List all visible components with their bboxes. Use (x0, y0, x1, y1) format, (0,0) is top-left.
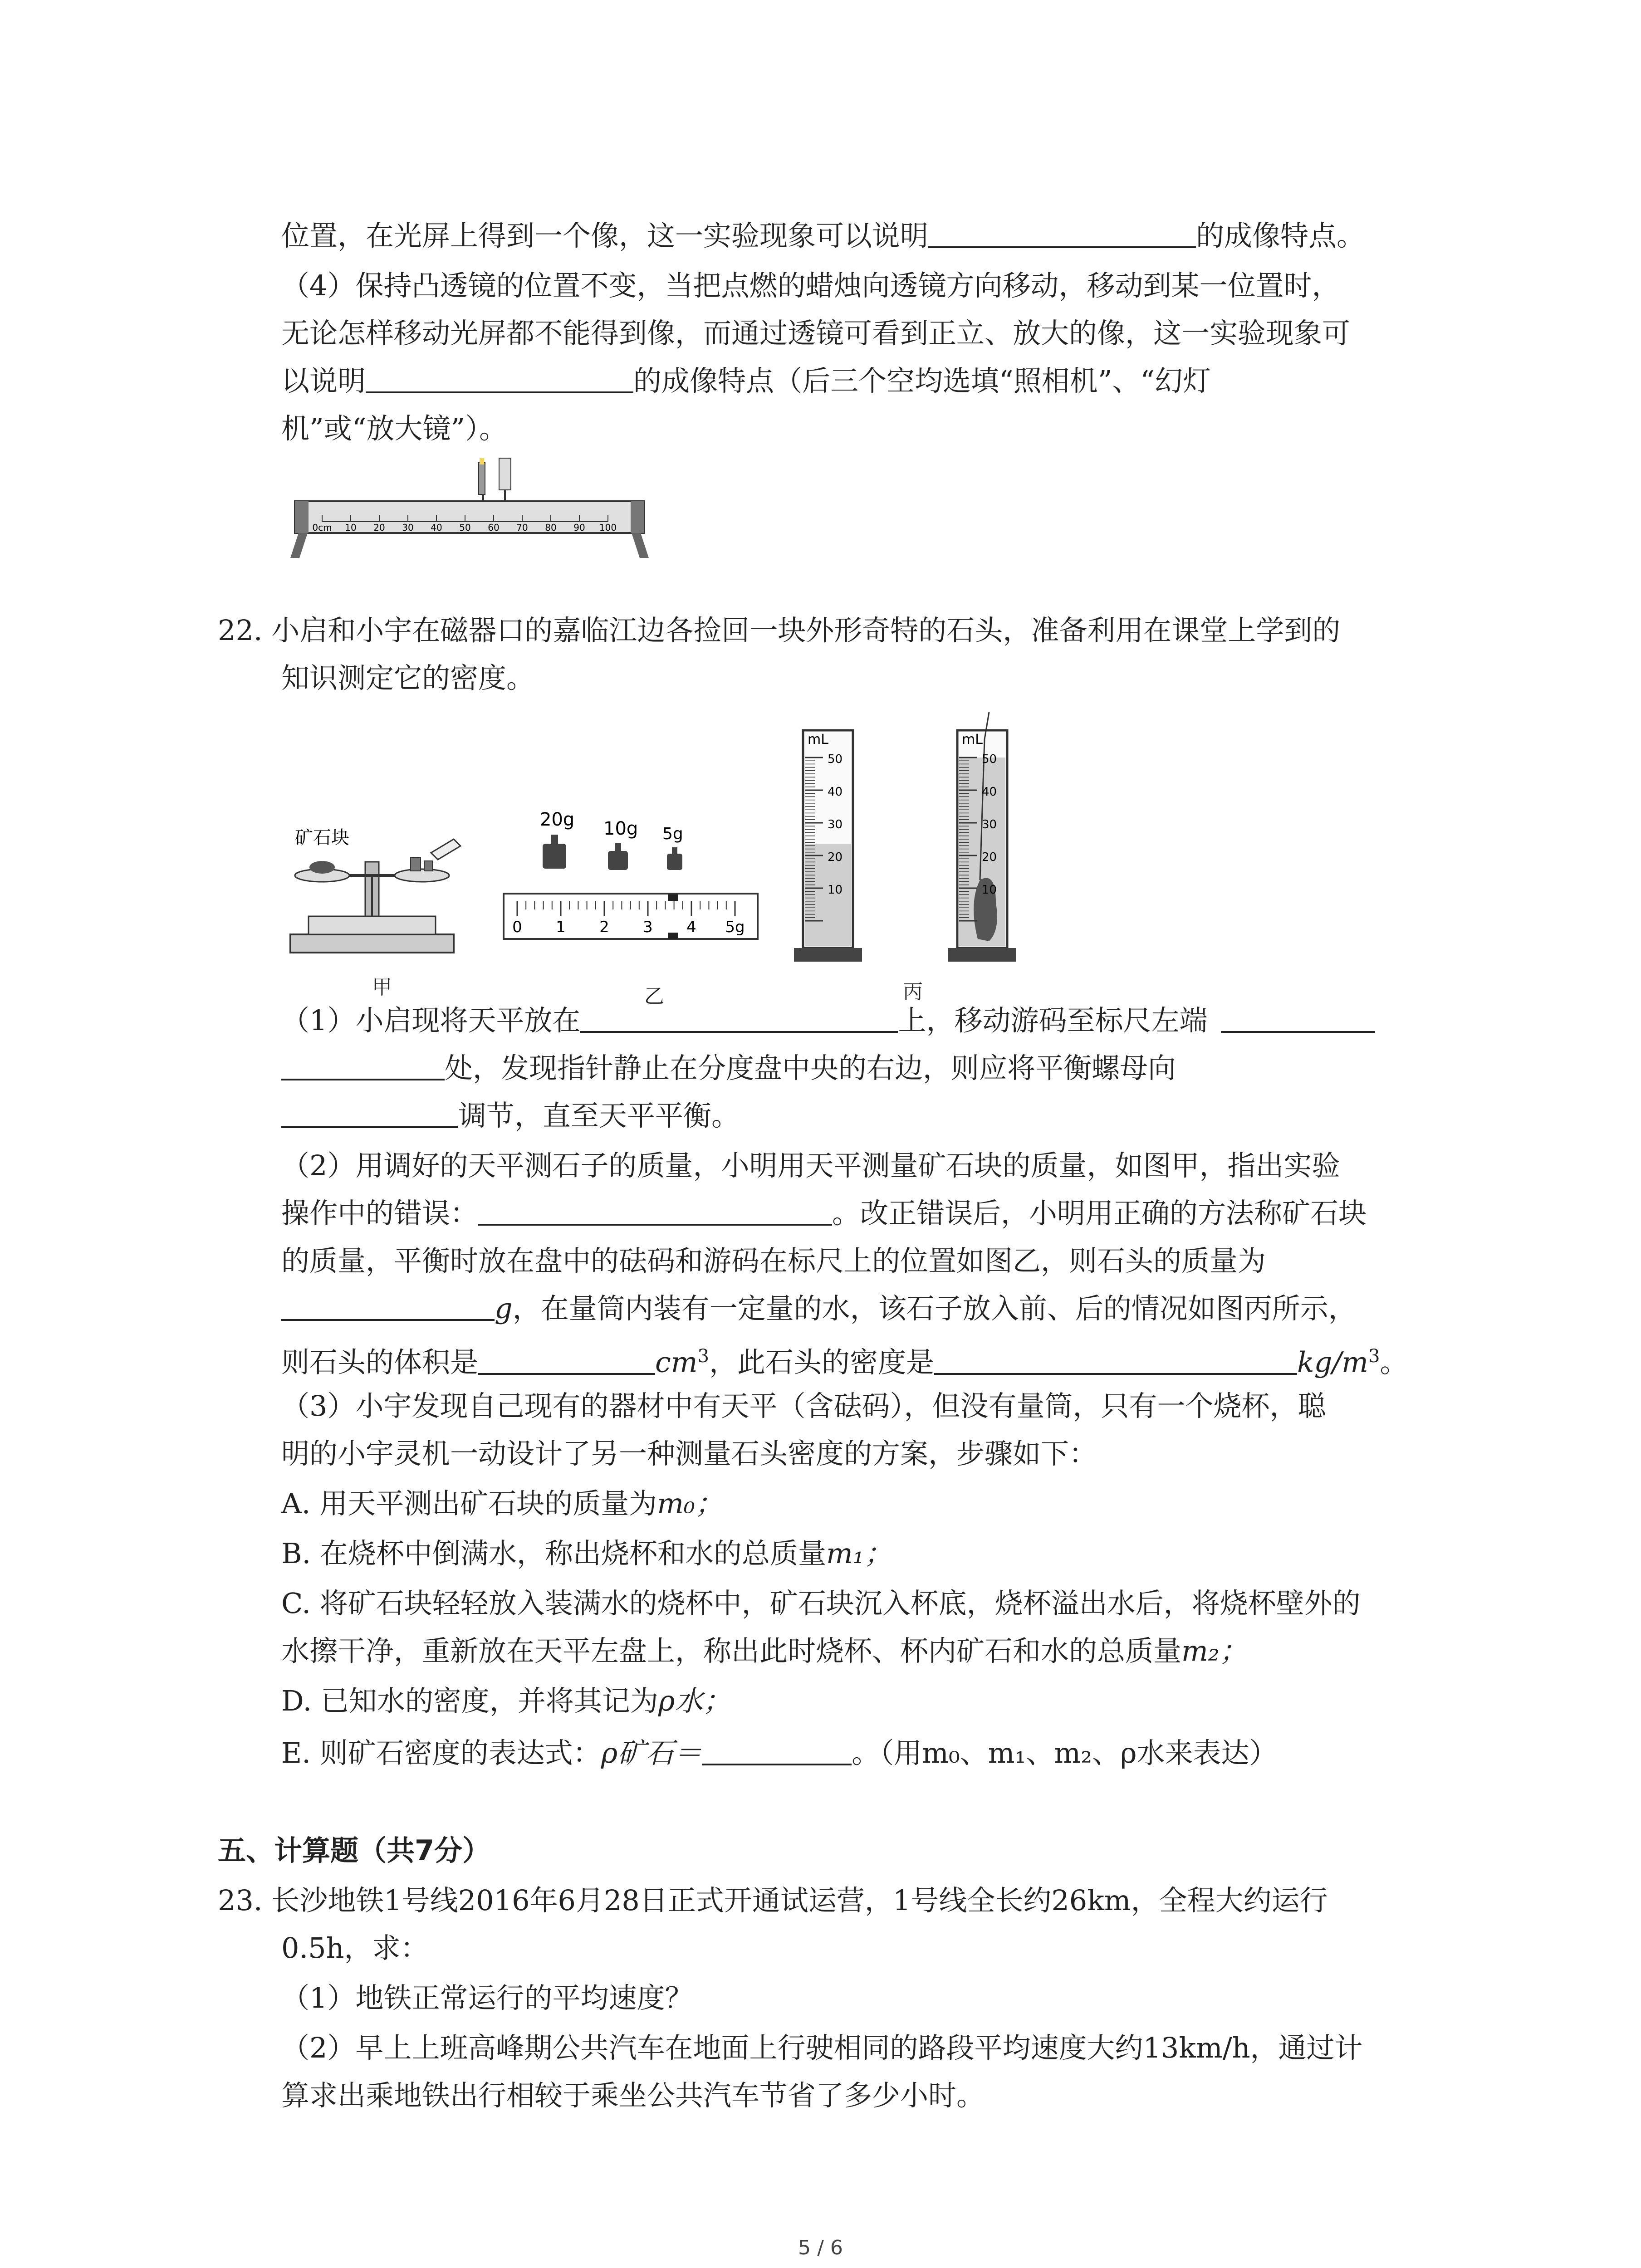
bench-tick-label: 30 (402, 522, 414, 533)
answer-blank[interactable] (580, 1003, 898, 1033)
bench-tick-label: 60 (488, 522, 500, 533)
q22-p2-line-4: g，在量筒内装有一定量的水，该石子放入前、后的情况如图丙所示， (281, 1286, 1357, 1331)
q22-p2-line-1: （2）用调好的天平测石子的质量，小明用天平测量矿石块的质量，如图甲，指出实验 (281, 1149, 1340, 1182)
q21-line-2: （4）保持凸透镜的位置不变，当把点燃的蜡烛向透镜方向移动，移动到某一位置时， (281, 269, 1340, 302)
cyl-tick-label: 40 (982, 785, 997, 799)
step-a: A. 用天平测出矿石块的质量为m₀； (281, 1487, 723, 1520)
cyl-tick-label: 30 (982, 818, 997, 831)
cyl-tick-label: 50 (982, 753, 997, 766)
cyl-tick-label: 20 (982, 850, 997, 864)
q22-line-1: 22. 小启和小宇在磁器口的嘉临江边各捡回一块外形奇特的石头，准备利用在课堂上学到的 (218, 614, 1341, 647)
bench-tick-label: 80 (545, 522, 557, 533)
cyl-tick-label: 10 (982, 883, 997, 897)
answer-blank[interactable] (281, 1051, 445, 1080)
weights-scale-figure (499, 794, 771, 975)
cylinder-before (794, 730, 862, 962)
optical-bench-figure (281, 454, 653, 562)
q22-p3-line-1: （3）小宇发现自己现有的器材中有天平（含砝码），但没有量筒，只有一个烧杯，聪 (281, 1389, 1326, 1422)
q22-line-2: 知识测定它的密度。 (281, 661, 535, 694)
balance-figure (281, 826, 472, 962)
weight-5g-label: 5g (662, 825, 683, 843)
q22-p1-line-3: 调节，直至天平平衡。 (281, 1093, 740, 1139)
bench-tick-label: 70 (516, 522, 528, 533)
bench-tick-label: 50 (459, 522, 471, 533)
cylinder-after (948, 712, 1016, 962)
q23-line-3: （1）地铁正常运行的平均速度？ (281, 1981, 693, 2014)
weight-20g (543, 835, 566, 869)
cyl-tick-label: 50 (828, 753, 843, 766)
q23-line-2: 0.5h，求： (281, 1931, 429, 1965)
ore-label: 矿石块 (295, 827, 349, 848)
q22-p2-line-2: 操作中的错误： 。改正错误后，小明用正确的方法称矿石块 (281, 1197, 1367, 1230)
step-c-line-2: 水擦干净，重新放在天平左盘上，称出此时烧杯、杯内矿石和水的总质量m₂； (281, 1634, 1248, 1667)
cyl-tick-label: 30 (828, 818, 843, 831)
q22-p2-line-5: 则石头的体积是 $cm^3$，此石头的密度是 $kg/m^3$。 (281, 1345, 1408, 1379)
step-d: D. 已知水的密度，并将其记为ρ水； (281, 1684, 731, 1717)
rider (668, 894, 678, 901)
q22-p1-line-1: （1）小启现将天平放在 上，移动游码至标尺左端 (281, 998, 1375, 1043)
answer-blank[interactable] (934, 1345, 1297, 1375)
rider-tick-label: 0 (512, 918, 522, 936)
answer-blank[interactable] (1221, 1003, 1375, 1033)
weight-5g (667, 847, 682, 870)
weight-20g-label: 20g (540, 809, 575, 830)
bench-tick-label: 0cm (312, 522, 332, 533)
q23-line-5: 算求出乘地铁出行相较于乘坐公共汽车节省了多少小时。 (281, 2079, 985, 2112)
weight-10g-label: 10g (603, 818, 638, 839)
bench-tick-label: 20 (373, 522, 385, 533)
q21-line-5: 机”或“放大镜”）。 (281, 412, 508, 445)
rider-tick-label: 5g (725, 918, 745, 936)
bench-tick-label: 100 (599, 522, 617, 533)
answer-blank[interactable] (366, 363, 633, 393)
step-b: B. 在烧杯中倒满水，称出烧杯和水的总质量m₁； (281, 1537, 892, 1570)
cyl-unit: mL (808, 732, 828, 748)
caption-bing: 丙 (903, 980, 923, 1003)
answer-blank[interactable] (478, 1345, 655, 1375)
caption-jia: 甲 (372, 976, 392, 999)
q23-line-1: 23. 长沙地铁1号线2016年6月28日正式开通试运营，1号线全长约26km，全程大约运行 (218, 1884, 1328, 1917)
rider-tick-label: 1 (556, 918, 566, 936)
answer-blank[interactable] (702, 1735, 852, 1765)
q22-p2-line-3: 的质量，平衡时放在盘中的砝码和游码在标尺上的位置如图乙，则石头的质量为 (281, 1244, 1266, 1277)
q21-line-1: 位置，在光屏上得到一个像，这一实验现象可以说明 的成像特点。 (281, 219, 1365, 252)
q21-line-4: 以说明 的成像特点（后三个空均选填“照相机”、“幻灯 (281, 364, 1211, 397)
bench-tick-label: 40 (431, 522, 442, 533)
q23-line-4: （2）早上上班高峰期公共汽车在地面上行驶相同的路段平均速度大约13km/h，通过计 (281, 2031, 1363, 2064)
caption-yi: 乙 (644, 985, 664, 1008)
step-e: E. 则矿石密度的表达式：ρ矿石＝ 。（用m₀、m₁、m₂、ρ水来表达） (281, 1736, 1278, 1769)
answer-blank[interactable] (281, 1098, 458, 1128)
rider-tick-label: 4 (686, 918, 696, 936)
answer-blank[interactable] (928, 218, 1196, 248)
section-heading: 五、计算题（共7分） (218, 1834, 491, 1867)
cyl-tick-label: 20 (828, 850, 843, 864)
step-c-line-1: C. 将矿石块轻轻放入装满水的烧杯中，矿石块沉入杯底，烧杯溢出水后，将烧杯壁外的 (281, 1587, 1361, 1620)
q22-p3-line-2: 明的小宇灵机一动设计了另一种测量石头密度的方案，步骤如下： (281, 1437, 1097, 1470)
rider-tick-label: 2 (599, 918, 609, 936)
answer-blank[interactable] (281, 1291, 495, 1321)
answer-blank[interactable] (478, 1196, 832, 1226)
weight-10g (608, 843, 628, 870)
q22-p1-line-2: 处，发现指针静止在分度盘中央的右边，则应将平衡螺母向 (281, 1046, 1176, 1091)
cylinders-figure (789, 712, 1071, 971)
cyl-unit: mL (962, 732, 983, 748)
q21-line-3: 无论怎样移动光屏都不能得到像，而通过透镜可看到正立、放大的像，这一实验现象可 (281, 317, 1351, 350)
bench-tick-label: 90 (573, 522, 585, 533)
page-number: 5 / 6 (798, 2236, 843, 2259)
rider-tick-label: 3 (643, 918, 653, 936)
cyl-tick-label: 40 (828, 785, 843, 799)
cyl-tick-label: 10 (828, 883, 843, 897)
bench-tick-label: 10 (345, 522, 357, 533)
